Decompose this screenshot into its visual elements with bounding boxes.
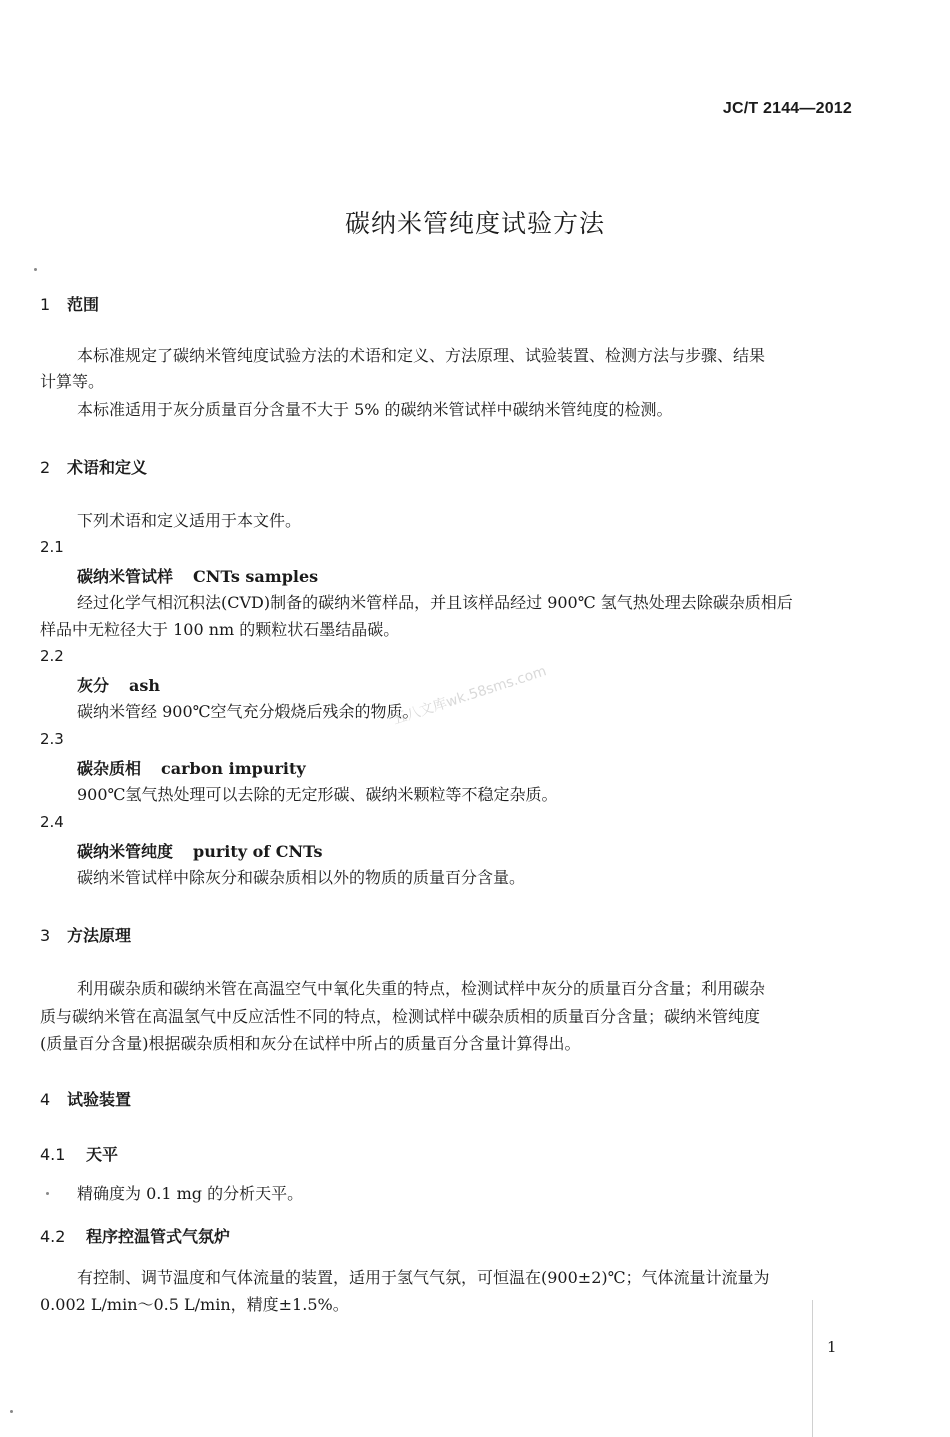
section-number: 1 <box>40 295 51 314</box>
term-definition-line-1: 900℃氢气热处理可以去除的无定形碳、碳纳米颗粒等不稳定杂质。 <box>77 785 558 804</box>
term-heading <box>77 673 160 696</box>
term-zh: 碳纳米管试样 <box>77 567 174 586</box>
term-heading <box>77 564 318 587</box>
document-title: 碳纳米管纯度试验方法 <box>344 209 605 238</box>
section-title: 方法原理 <box>67 926 132 945</box>
subsection-4-2-heading <box>40 1224 230 1247</box>
section-3-heading <box>40 923 131 946</box>
scan-speck <box>46 1192 49 1195</box>
section-2-heading <box>40 455 147 478</box>
scope-paragraph-line-2: 计算等。 <box>40 372 105 391</box>
section-title: 试验装置 <box>67 1090 132 1109</box>
term-number: 2.3 <box>40 730 64 748</box>
page-number: 1 <box>827 1338 837 1356</box>
section-4-heading <box>40 1087 131 1110</box>
term-number: 2.1 <box>40 538 64 556</box>
subsection-title: 程序控温管式气氛炉 <box>86 1227 231 1246</box>
principle-line-2: 质与碳纳米管在高温氢气中反应活性不同的特点，检测试样中碳杂质相的质量百分含量；碳纳米管纯度 <box>40 1007 761 1026</box>
standard-code: JC/T 2144—2012 <box>722 100 852 117</box>
scope-paragraph-2: 本标准适用于灰分质量百分含量不大于 5% 的碳纳米管试样中碳纳米管纯度的检测。 <box>77 400 673 419</box>
subsection-number: 4.2 <box>40 1227 66 1246</box>
section-1-heading <box>40 292 99 315</box>
term-en: carbon impurity <box>161 759 306 778</box>
term-zh: 灰分 <box>77 676 110 695</box>
principle-line-3: (质量百分含量)根据碳杂质相和灰分在试样中所占的质量百分含量计算得出。 <box>40 1034 581 1053</box>
subsection-number: 4.1 <box>40 1145 66 1164</box>
furnace-description-line-2: 0.002 L/min～0.5 L/min，精度±1.5%。 <box>40 1295 349 1314</box>
term-heading <box>77 756 306 779</box>
term-en: ash <box>129 676 161 695</box>
term-zh: 碳杂质相 <box>77 759 142 778</box>
term-zh: 碳纳米管纯度 <box>77 842 174 861</box>
term-number: 2.4 <box>40 813 64 831</box>
section-number: 3 <box>40 926 51 945</box>
terms-intro: 下列术语和定义适用于本文件。 <box>77 511 302 530</box>
term-number: 2.2 <box>40 647 64 665</box>
watermark: 五八文库wk.58sms.com <box>390 663 549 729</box>
term-definition-line-1: 碳纳米管试样中除灰分和碳杂质相以外的物质的质量百分含量。 <box>77 868 526 887</box>
term-definition-line-2: 样品中无粒径大于 100 nm 的颗粒状石墨结晶碳。 <box>40 620 400 639</box>
subsection-title: 天平 <box>86 1145 119 1164</box>
scan-edge-line <box>812 1300 813 1437</box>
term-definition-line-1: 碳纳米管经 900℃空气充分煅烧后残余的物质。 <box>77 702 419 721</box>
section-number: 2 <box>40 458 51 477</box>
scope-paragraph-line-1: 本标准规定了碳纳米管纯度试验方法的术语和定义、方法原理、试验装置、检测方法与步骤、结果 <box>77 346 766 365</box>
term-en: CNTs samples <box>193 567 319 586</box>
term-definition-line-1: 经过化学气相沉积法(CVD)制备的碳纳米管样品，并且该样品经过 900℃ 氢气热处理去除碳杂质相后 <box>77 593 793 612</box>
term-en: purity of CNTs <box>193 842 323 861</box>
section-title: 术语和定义 <box>67 458 148 477</box>
term-heading <box>77 839 323 862</box>
scan-speck <box>10 1410 13 1413</box>
section-number: 4 <box>40 1090 51 1109</box>
scan-speck <box>34 268 37 271</box>
furnace-description-line-1: 有控制、调节温度和气体流量的装置，适用于氢气气氛，可恒温在(900±2)℃；气体流量计流量为 <box>77 1268 770 1287</box>
subsection-4-1-heading <box>40 1142 118 1165</box>
principle-line-1: 利用碳杂质和碳纳米管在高温空气中氧化失重的特点，检测试样中灰分的质量百分含量；利用碳杂 <box>77 979 766 998</box>
balance-description: 精确度为 0.1 mg 的分析天平。 <box>77 1184 304 1203</box>
section-title: 范围 <box>67 295 100 314</box>
